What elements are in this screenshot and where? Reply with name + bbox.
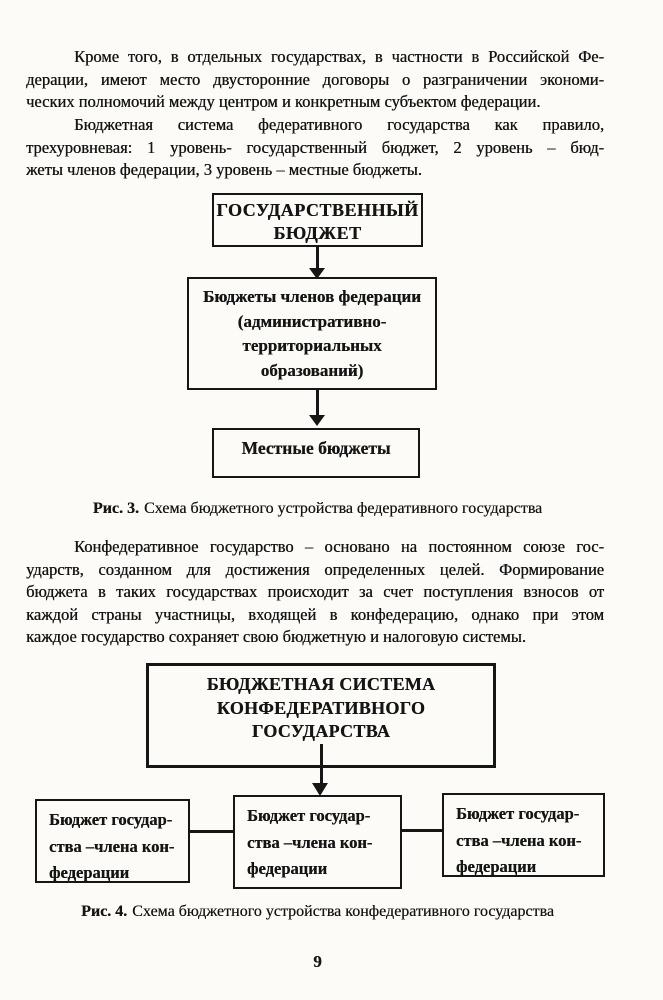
figure3-caption-text: Схема бюджетного устройства федеративного государства: [143, 500, 543, 517]
fig3-down-arrow-line-2: [316, 390, 319, 416]
fig3-down-arrow-icon-2: [309, 415, 325, 426]
figure3-caption: [0, 500, 663, 518]
paragraph-confederative-state: Конфедеративное государство – основано на постоянном союзе гос- ударств, созданном для достижения определенных целей. Формирование бюджета в таких государствах происходит за счет поступления взносов от каждой страны участницы, входящей в конфедерацию, однако при этом каждое государство сохраняет свою бюджетную и налоговую системы.: [26, 537, 604, 647]
fig4-down-arrow-icon: [312, 783, 328, 796]
fig4-connector-left: [190, 830, 233, 833]
fig3-box-member-budgets: Бюджеты членов федерации (административно- территориальных образований): [187, 277, 437, 390]
figure4-caption-label: Рис. 4.: [81, 903, 128, 920]
page-number: 9: [313, 952, 322, 971]
fig3-down-arrow-icon-1: [309, 268, 325, 279]
fig4-down-arrow-line: [320, 744, 323, 784]
fig3-box-local-budgets: Местные бюджеты: [212, 428, 420, 478]
figure3-caption-label: Рис. 3.: [92, 500, 139, 517]
paragraph-federal-budget-levels: Бюджетная система федеративного государства как правило, трехуровневая: 1 уровень- государственный бюджет, 2 уровень – бюд- жеты членов федерации, 3 уровень – местные бюджеты.: [26, 115, 604, 180]
fig3-down-arrow-line-1: [316, 247, 319, 270]
fig3-box-state-budget: ГОСУДАРСТВЕННЫЙ БЮДЖЕТ: [212, 193, 423, 247]
fig4-connector-right: [402, 829, 442, 832]
figure4-caption-text: Схема бюджетного устройства конфедеративного государства: [132, 903, 554, 920]
fig4-box-budget-system: БЮДЖЕТНАЯ СИСТЕМА КОНФЕДЕРАТИВНОГО ГОСУДАРСТВА: [146, 663, 496, 768]
fig4-box-member-left: Бюджет государ- ства –члена кон- федерации: [35, 799, 190, 883]
fig4-box-member-center: Бюджет государ- ства –члена кон- федерации: [233, 795, 402, 889]
fig4-box-member-right: Бюджет государ- ства –члена кон- федерации: [442, 793, 605, 877]
figure4-caption: [0, 903, 663, 921]
paragraph-bilateral-treaties: Кроме того, в отдельных государствах, в частности в Российской Фе- дерации, имеют место двусторонние договоры о разграничении экономи- ческих полномочий между центром и конкретным субъектом федерации.: [26, 47, 604, 112]
